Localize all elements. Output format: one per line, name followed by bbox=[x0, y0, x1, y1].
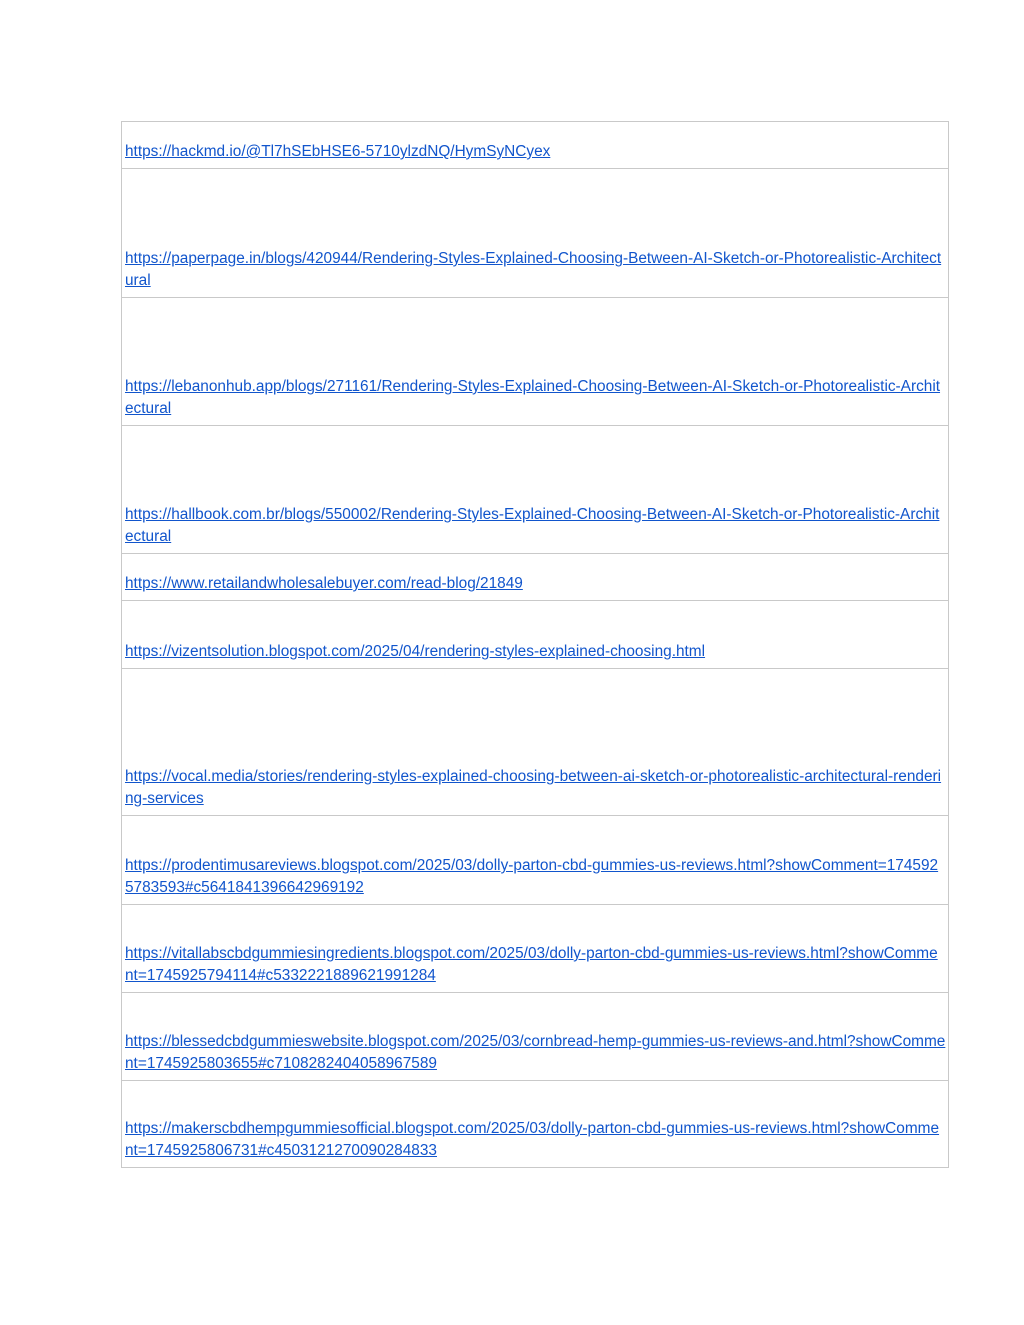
table-cell bbox=[122, 993, 949, 1081]
table-row bbox=[122, 993, 949, 1081]
table-cell bbox=[122, 669, 949, 816]
table-row bbox=[122, 554, 949, 601]
link-vizentsolution[interactable]: https://vizentsolution.blogspot.com/2025/04/rendering-styles-explained-choosing.html bbox=[125, 643, 706, 660]
link-paperpage[interactable]: https://paperpage.in/blogs/420944/Rendering-Styles-Explained-Choosing-Between-AI-Sketch-or-Photorealistic-Architectural bbox=[125, 250, 942, 289]
link-retailandwholesalebuyer[interactable]: https://www.retailandwholesalebuyer.com/read-blog/21849 bbox=[125, 575, 523, 592]
links-table bbox=[121, 121, 949, 1168]
link-lebanonhub[interactable]: https://lebanonhub.app/blogs/271161/Rendering-Styles-Explained-Choosing-Between-AI-Sketch-or-Photorealistic-Architectural bbox=[125, 378, 941, 417]
table-row bbox=[122, 1081, 949, 1168]
table-cell bbox=[122, 905, 949, 993]
table-row bbox=[122, 298, 949, 426]
table-row bbox=[122, 669, 949, 816]
table-cell bbox=[122, 298, 949, 426]
table-row bbox=[122, 169, 949, 298]
table-cell bbox=[122, 816, 949, 905]
link-blessedcbdgummies[interactable]: https://blessedcbdgummieswebsite.blogspot.com/2025/03/cornbread-hemp-gummies-us-reviews-and.html?showComment=1745925803655#c7108282404058967589 bbox=[125, 1033, 946, 1072]
table-cell bbox=[122, 1081, 949, 1168]
table-row bbox=[122, 601, 949, 669]
table-cell bbox=[122, 601, 949, 669]
table-row bbox=[122, 816, 949, 905]
table-row bbox=[122, 122, 949, 169]
link-vitallabscbdgummies[interactable]: https://vitallabscbdgummiesingredients.blogspot.com/2025/03/dolly-parton-cbd-gummies-us-reviews.html?showComment=1745925794114#c5332221889621991284 bbox=[125, 945, 938, 984]
table-cell bbox=[122, 122, 949, 169]
link-prodentimusareviews[interactable]: https://prodentimusareviews.blogspot.com/2025/03/dolly-parton-cbd-gummies-us-reviews.html?showComment=1745925783593#c5641841396642969192 bbox=[125, 857, 939, 896]
link-hallbook[interactable]: https://hallbook.com.br/blogs/550002/Rendering-Styles-Explained-Choosing-Between-AI-Sketch-or-Photorealistic-Architectural bbox=[125, 506, 940, 545]
link-vocal-media[interactable]: https://vocal.media/stories/rendering-styles-explained-choosing-between-ai-sketch-or-photorealistic-architectural-rendering-services bbox=[125, 768, 942, 807]
link-hackmd[interactable]: https://hackmd.io/@Tl7hSEbHSE6-5710ylzdNQ/HymSyNCyex bbox=[125, 143, 551, 160]
table-row bbox=[122, 905, 949, 993]
table-cell bbox=[122, 169, 949, 298]
table-cell bbox=[122, 426, 949, 554]
table-row bbox=[122, 426, 949, 554]
link-makerscbdhempgummies[interactable]: https://makerscbdhempgummiesofficial.blogspot.com/2025/03/dolly-parton-cbd-gummies-us-reviews.html?showComment=1745925806731#c4503121270090284833 bbox=[125, 1120, 940, 1159]
table-cell bbox=[122, 554, 949, 601]
